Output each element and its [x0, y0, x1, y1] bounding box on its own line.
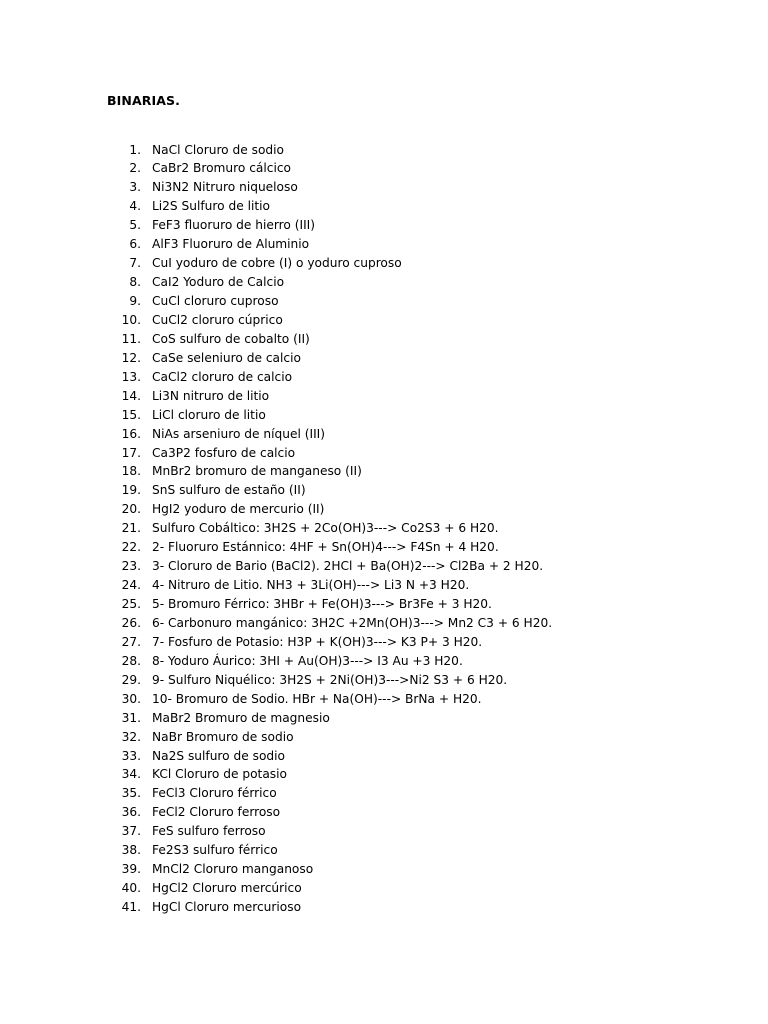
list-item-number: 17. — [121, 445, 141, 460]
list-item-text: FeS sulfuro ferroso — [152, 824, 266, 839]
list-item-text: MnBr2 bromuro de manganeso (II) — [152, 464, 362, 479]
document-title: BINARIAS. — [107, 93, 180, 108]
list-item-number: 14. — [121, 388, 141, 403]
list-item-text: CaSe seleniuro de calcio — [152, 350, 301, 365]
list-item — [0, 576, 768, 595]
list-item-number: 12. — [121, 350, 141, 365]
list-item-number: 41. — [121, 900, 141, 914]
list-item-number: 26. — [121, 615, 141, 630]
list-item — [0, 178, 768, 197]
list-item-number: 3. — [129, 180, 141, 195]
list-item — [0, 425, 768, 444]
list-item-text: SnS sulfuro de estaño (II) — [152, 483, 306, 498]
list-item-text: Li3N nitruro de litio — [152, 388, 270, 403]
list-item-text: HgCl Cloruro mercurioso — [152, 900, 302, 914]
list-item-text: AlF3 Fluoruro de Aluminio — [152, 237, 310, 252]
list-item-number: 35. — [121, 786, 141, 801]
list-item-text: 6- Carbonuro mangánico: 3H2C +2Mn(OH)3---> Mn2 C3 + 6 H20. — [152, 615, 553, 630]
list-item-text: MaBr2 Bromuro de magnesio — [152, 710, 330, 725]
list-item-number: 30. — [121, 691, 141, 706]
list-item-number: 15. — [121, 407, 141, 422]
list-item — [0, 633, 768, 652]
list-item-number: 6. — [129, 237, 141, 252]
list-item-text: HgCl2 Cloruro mercúrico — [152, 881, 302, 896]
list-item-number: 4. — [129, 199, 141, 214]
list-item-number: 28. — [121, 653, 141, 668]
list-item — [0, 595, 768, 614]
list-item — [0, 709, 768, 728]
list-item — [0, 444, 768, 463]
list-item — [0, 690, 768, 709]
list-item-number: 5. — [129, 218, 141, 233]
list-item-number: 2. — [129, 161, 141, 176]
list-item-number: 22. — [121, 540, 141, 555]
list-item — [0, 481, 768, 500]
list-item-number: 23. — [121, 559, 141, 574]
list-item-text: FeCl3 Cloruro férrico — [152, 786, 277, 801]
list-item — [0, 747, 768, 766]
list-item — [0, 822, 768, 841]
list-item — [0, 159, 768, 178]
list-item-text: 7- Fosfuro de Potasio: H3P + K(OH)3---> K3 P+ 3 H20. — [152, 634, 483, 649]
list-item — [0, 141, 768, 160]
list-item-text: 2- Fluoruro Estánnico: 4HF + Sn(OH)4---> F4Sn + 4 H20. — [152, 540, 499, 555]
list-item-number: 9. — [129, 294, 141, 308]
list-item-number: 8. — [129, 275, 141, 290]
list-item-number: 34. — [121, 767, 141, 782]
list-item — [0, 538, 768, 557]
list-item — [0, 387, 768, 406]
list-item-number: 29. — [121, 672, 141, 687]
list-item — [0, 803, 768, 822]
list-item — [0, 500, 768, 519]
list-item-text: NaBr Bromuro de sodio — [152, 729, 294, 744]
list-item — [0, 292, 768, 311]
list-item-number: 10. — [121, 312, 141, 327]
list-item-text: Fe2S3 sulfuro férrico — [152, 843, 278, 858]
list-item-number: 38. — [121, 843, 141, 858]
list-item — [0, 614, 768, 633]
list-item-text: Ni3N2 Nitruro niqueloso — [152, 180, 298, 195]
list-item — [0, 652, 768, 671]
list-item-text: CaBr2 Bromuro cálcico — [152, 161, 292, 176]
list-item — [0, 765, 768, 784]
list-item — [0, 235, 768, 254]
list-item — [0, 841, 768, 860]
list-item — [0, 311, 768, 330]
list-item-text: HgI2 yoduro de mercurio (II) — [152, 502, 325, 517]
list-item-text: CoS sulfuro de cobalto (II) — [152, 331, 310, 346]
list-item-text: CuI yoduro de cobre (I) o yoduro cuproso — [152, 256, 402, 271]
list-item-text: Na2S sulfuro de sodio — [152, 748, 285, 763]
list-item — [0, 879, 768, 898]
list-item-number: 11. — [121, 331, 141, 346]
list-item — [0, 330, 768, 349]
list-item-text: CuCl cloruro cuproso — [152, 294, 279, 308]
numbered-list — [0, 141, 768, 917]
list-item-number: 27. — [121, 634, 141, 649]
list-item-number: 19. — [121, 483, 141, 498]
list-item — [0, 898, 768, 917]
list-item-text: 5- Bromuro Férrico: 3HBr + Fe(OH)3---> Br3Fe + 3 H20. — [152, 597, 492, 611]
list-item-text: LiCl cloruro de litio — [152, 407, 266, 422]
list-item-number: 32. — [121, 729, 141, 744]
list-item-number: 40. — [121, 881, 141, 896]
list-item — [0, 254, 768, 273]
list-item-text: MnCl2 Cloruro manganoso — [152, 862, 314, 877]
list-item-number: 24. — [121, 578, 141, 593]
list-item-text: FeCl2 Cloruro ferroso — [152, 805, 281, 820]
list-item-text: CuCl2 cloruro cúprico — [152, 312, 283, 327]
list-item — [0, 519, 768, 538]
list-item-number: 39. — [121, 862, 141, 877]
list-item-text: FeF3 fluoruro de hierro (III) — [152, 218, 316, 233]
list-item — [0, 273, 768, 292]
list-item-text: KCl Cloruro de potasio — [152, 767, 287, 782]
list-item-number: 37. — [121, 824, 141, 839]
list-item-text: 4- Nitruro de Litio. NH3 + 3Li(OH)---> Li3 N +3 H20. — [152, 578, 470, 593]
list-item-number: 21. — [121, 521, 141, 536]
list-item-text: 3- Cloruro de Bario (BaCl2). 2HCl + Ba(OH)2---> Cl2Ba + 2 H20. — [152, 559, 544, 574]
list-item — [0, 728, 768, 747]
list-item-number: 16. — [121, 426, 141, 441]
list-item-number: 13. — [121, 369, 141, 384]
list-item-text: NiAs arseniuro de níquel (III) — [152, 426, 326, 441]
list-item — [0, 671, 768, 690]
list-item-text: 9- Sulfuro Niquélico: 3H2S + 2Ni(OH)3--->Ni2 S3 + 6 H20. — [152, 672, 508, 687]
list-item — [0, 462, 768, 481]
list-item-number: 1. — [129, 142, 141, 157]
list-item-text: 10- Bromuro de Sodio. HBr + Na(OH)---> BrNa + H20. — [152, 691, 482, 706]
list-item-number: 18. — [121, 464, 141, 479]
list-item-number: 33. — [121, 748, 141, 763]
list-item — [0, 368, 768, 387]
list-item-text: NaCl Cloruro de sodio — [152, 142, 285, 157]
list-item-text: Li2S Sulfuro de litio — [152, 199, 270, 214]
list-item-text: CaCl2 cloruro de calcio — [152, 369, 293, 384]
list-item-number: 20. — [121, 502, 141, 517]
list-item-number: 7. — [129, 256, 141, 271]
list-item — [0, 784, 768, 803]
list-item-number: 31. — [121, 710, 141, 725]
list-item-text: Sulfuro Cobáltico: 3H2S + 2Co(OH)3---> Co2S3 + 6 H20. — [152, 521, 499, 536]
list-item — [0, 557, 768, 576]
list-item — [0, 349, 768, 368]
list-item-number: 36. — [121, 805, 141, 820]
list-item — [0, 216, 768, 235]
list-item — [0, 406, 768, 425]
list-item-text: CaI2 Yoduro de Calcio — [152, 275, 285, 290]
list-item — [0, 197, 768, 216]
list-item-text: 8- Yoduro Áurico: 3HI + Au(OH)3---> I3 Au +3 H20. — [152, 653, 463, 668]
list-item-number: 25. — [121, 597, 141, 611]
list-item — [0, 860, 768, 879]
list-item-text: Ca3P2 fosfuro de calcio — [152, 445, 296, 460]
